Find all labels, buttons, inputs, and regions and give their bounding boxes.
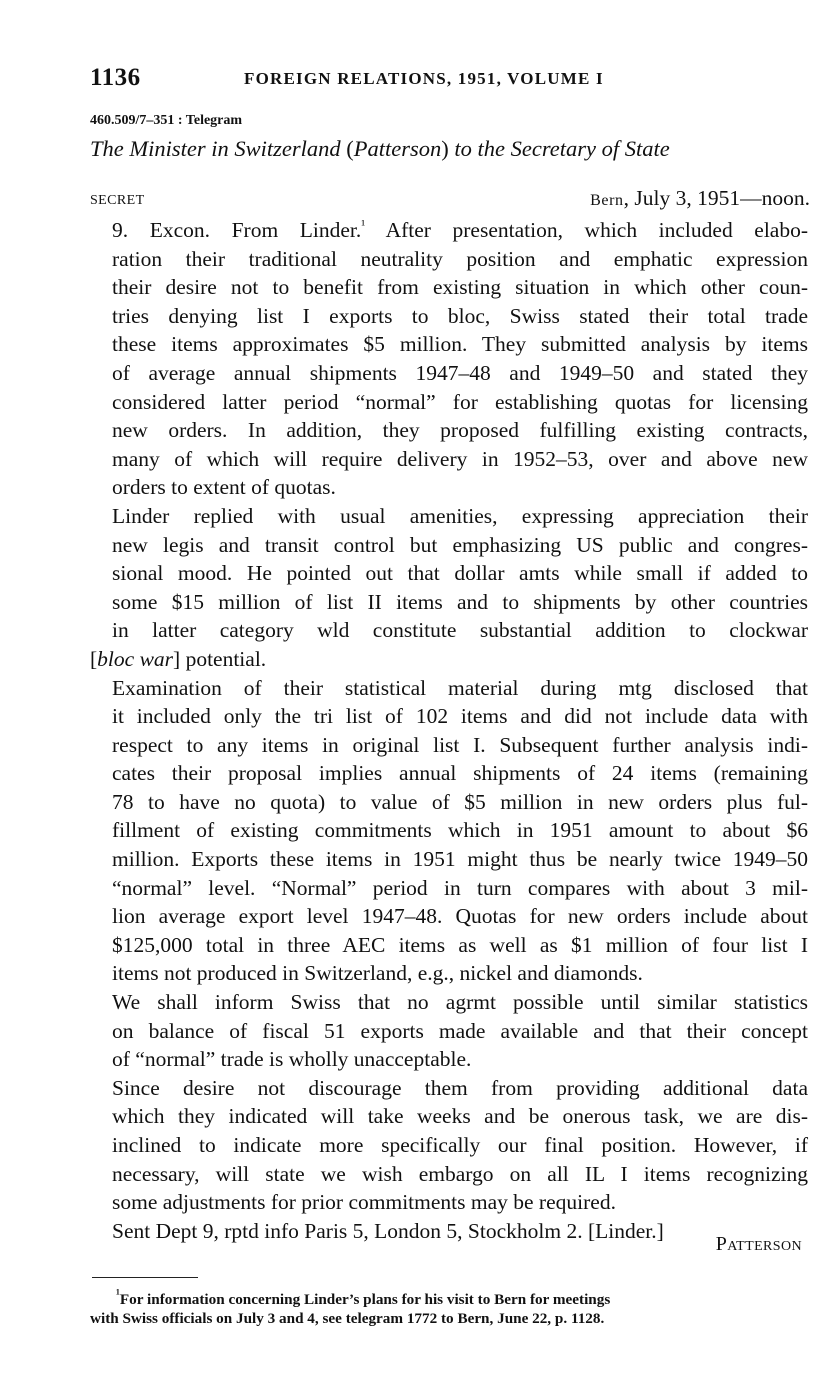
editorial-correction: bloc war <box>97 646 174 671</box>
body-line: lion average export level 1947–48. Quotas for new orders include about <box>112 904 808 929</box>
body-line: new orders. In addition, they proposed fulfilling existing contracts, <box>112 418 808 443</box>
footnote-marker: ¹ <box>116 1285 120 1301</box>
body-line: fillment of existing commitments which in 1951 amount to about $6 <box>112 818 808 843</box>
file-reference: 460.509/7–351 : Telegram <box>90 113 243 128</box>
footnote-divider <box>92 1277 198 1278</box>
title-part-2: to the Secretary of State <box>448 136 670 161</box>
body-line <box>90 216 808 245</box>
body-line: inclined to indicate more specifically our final position. However, if <box>112 1133 808 1157</box>
body-line: new legis and transit control but emphasizing US public and congres- <box>112 532 808 557</box>
document-title <box>90 136 830 162</box>
body-line <box>90 645 808 674</box>
title-paren-open: ( <box>346 136 354 161</box>
body-line: necessary, will state we wish embargo on all IL I items recognizing <box>112 1161 808 1186</box>
body-line: cates their proposal implies annual shipments of 24 items (remaining <box>112 761 808 786</box>
paragraph-2 <box>90 502 808 674</box>
body-line: respect to any items in original list I. Subsequent further analysis indi- <box>112 732 808 757</box>
body-line: their desire not to benefit from existing situation in which other coun- <box>112 275 808 300</box>
body-line: “normal” level. “Normal” period in turn compares with about 3 mil- <box>112 875 808 900</box>
telegram-body <box>90 216 808 1245</box>
paragraph-6 <box>90 1217 808 1246</box>
paragraph-3 <box>90 674 808 989</box>
body-line: Examination of their statistical material during mtg disclosed that <box>112 675 808 700</box>
body-line: of “normal” trade is wholly unacceptable. <box>112 1047 472 1072</box>
body-line: million. Exports these items in 1951 might thus be nearly twice 1949–50 <box>112 847 808 872</box>
body-line: 78 to have no quota) to value of $5 million in new orders plus ful- <box>112 789 808 814</box>
title-paren-close: ) <box>441 136 449 161</box>
body-line: tries denying list I exports to bloc, Swiss stated their total trade <box>112 303 808 328</box>
body-line: ration their traditional neutrality position and emphatic expression <box>112 246 808 271</box>
body-line: considered latter period “normal” for establishing quotas for licensing <box>112 389 808 414</box>
body-line: it included only the tri list of 102 items and did not include data with <box>112 704 808 729</box>
page-number: 1136 <box>90 64 141 91</box>
body-line: Linder replied with usual amenities, expressing appreciation their <box>112 503 808 528</box>
body-line: items not produced in Switzerland, e.g., nickel and diamonds. <box>112 961 643 986</box>
title-part-1: The Minister in Switzerland <box>90 136 347 161</box>
body-line: Since desire not discourage them from providing additional data <box>112 1075 808 1100</box>
body-line: many of which will require delivery in 1952–53, over and above new <box>112 446 808 471</box>
footnote-text: For information concerning Linder’s plans for his visit to Bern for meetings <box>119 1291 611 1308</box>
body-line: some $15 million of list II items and to shipments by other countries <box>112 589 808 614</box>
footnote-line: with Swiss officials on July 3 and 4, see telegram 1772 to Bern, June 22, p. 1128. <box>90 1310 605 1327</box>
body-line: these items approximates $5 million. They submitted analysis by items <box>112 332 808 357</box>
line-text: ] potential. <box>173 646 267 671</box>
running-head <box>90 64 810 96</box>
body-line: of average annual shipments 1947–48 and 1949–50 and stated they <box>112 360 808 385</box>
paragraph-4 <box>90 988 808 1074</box>
signature: Patterson <box>715 1233 802 1255</box>
dateline-place: Bern <box>590 192 624 209</box>
body-line: Sent Dept 9, rptd info Paris 5, London 5, Stockholm 2. [Linder.] <box>112 1218 664 1243</box>
title-name: Patterson <box>353 136 442 161</box>
body-line: which they indicated will take weeks and be onerous task, we are dis- <box>112 1104 808 1129</box>
line-text: 9. Excon. From Linder. <box>112 218 362 242</box>
body-line: orders to extent of quotas. <box>112 475 336 500</box>
body-line: sional mood. He pointed out that dollar amts while small if added to <box>112 561 808 586</box>
paragraph-1 <box>90 216 808 502</box>
volume-title: FOREIGN RELATIONS, 1951, VOLUME I <box>244 69 604 88</box>
classification-label: SECRET <box>90 193 145 208</box>
body-line: in latter category wld constitute substantial addition to clockwar <box>112 618 808 643</box>
dateline <box>590 186 810 211</box>
dateline-date: , July 3, 1951—noon. <box>623 186 810 210</box>
footnote <box>90 1285 808 1328</box>
line-text: After presentation, which included elabo- <box>365 218 809 242</box>
body-line: We shall inform Swiss that no agrmt possible until similar statistics <box>112 990 808 1015</box>
footnote-ref: ¹ <box>361 216 366 232</box>
footnote-line <box>90 1285 808 1309</box>
body-line: $125,000 total in three AEC items as well as $1 million of four list I <box>112 932 808 957</box>
paragraph-5 <box>90 1074 808 1217</box>
body-line: on balance of fiscal 51 exports made available and that their concept <box>112 1018 808 1043</box>
body-line: some adjustments for prior commitments may be required. <box>112 1190 616 1215</box>
bracket-open: [ <box>90 646 98 671</box>
